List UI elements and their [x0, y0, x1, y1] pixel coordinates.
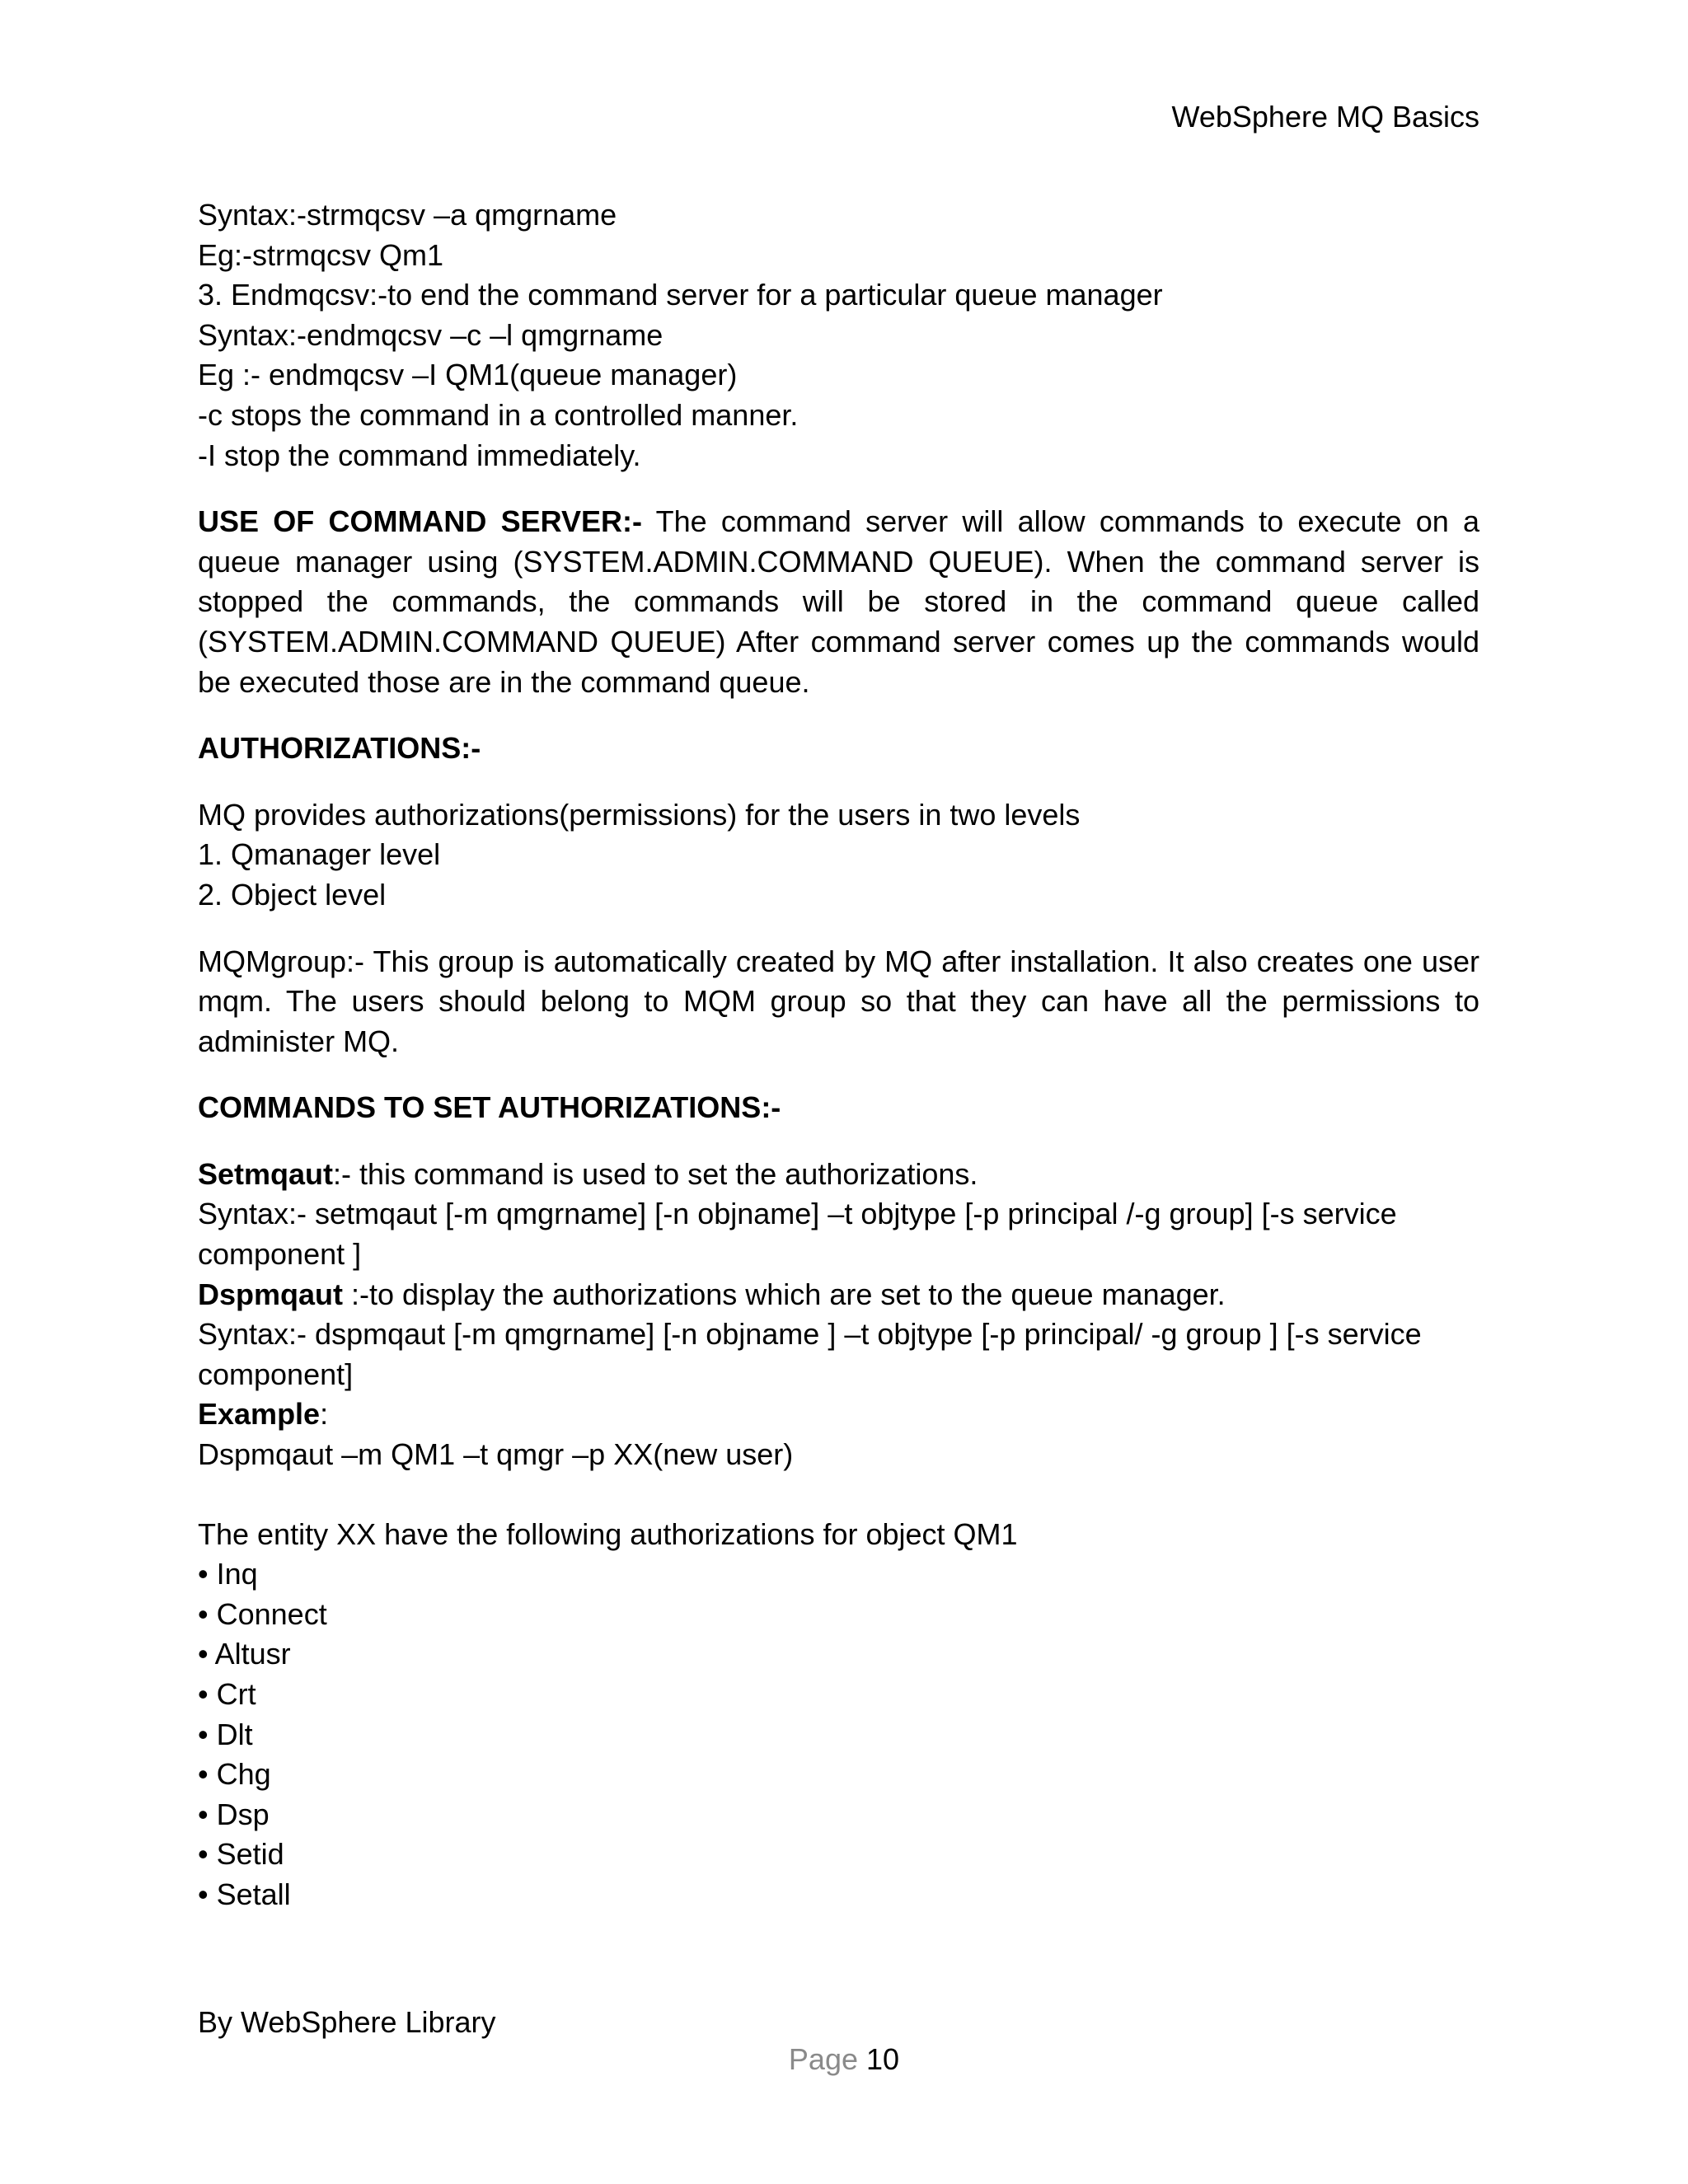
entity-intro: The entity XX have the following authorizations for object QM1 — [198, 1516, 1018, 1551]
list-item: • Dlt — [198, 1717, 253, 1751]
list-item: • Crt — [198, 1677, 256, 1711]
list-item: • Dsp — [198, 1797, 270, 1831]
text-line: Eg:-strmqcsv Qm1 — [198, 237, 444, 272]
authorizations-heading: AUTHORIZATIONS:- — [198, 731, 481, 766]
text-line: 3. Endmqcsv:-to end the command server for a particular queue manager — [198, 278, 1163, 312]
list-item: • Connect — [198, 1596, 327, 1631]
list-item: • Chg — [198, 1757, 271, 1792]
commands-block — [198, 1155, 1479, 1475]
setmqaut-syntax: Syntax:- setmqaut [-m qmgrname] [-n objname] –t objtype [-p principal /-g group] [-s service component ] — [198, 1197, 1397, 1272]
text-line: Eg :- endmqcsv –I QM1(queue manager) — [198, 358, 738, 392]
page-number-value: 10 — [866, 2042, 900, 2076]
list-item: • Inq — [198, 1557, 258, 1591]
page-content — [198, 195, 1479, 1915]
text-line: -I stop the command immediately. — [198, 438, 641, 472]
list-item: 2. Object level — [198, 877, 387, 912]
text-line: Syntax:-strmqcsv –a qmgrname — [198, 198, 617, 232]
dspmqaut-line: Dspmqaut :-to display the authorizations which are set to the queue manager. — [198, 1277, 1226, 1311]
command-server-text: The command server will allow commands to execute on a queue manager using (SYSTEM.ADMIN.COMMAND QUEUE). When the command server is stopped the commands, the commands will be stored in the command queue called (SYSTEM.ADMIN.COMMAND QUEUE) After command server comes up the commands would be executed those are in the command queue. — [198, 504, 1479, 699]
text-line: Syntax:-endmqcsv –c –l qmgrname — [198, 317, 663, 352]
command-server-syntax-block — [198, 195, 1479, 476]
entity-authorizations-block — [198, 1515, 1479, 1915]
page-number — [0, 2040, 1688, 2079]
text-line: -c stops the command in a controlled manner. — [198, 397, 799, 432]
list-item: • Setall — [198, 1877, 291, 1911]
list-item: 1. Qmanager level — [198, 837, 441, 872]
command-server-heading: USE OF COMMAND SERVER:- — [198, 504, 643, 539]
list-item: • Altusr — [198, 1637, 291, 1671]
mqm-group-paragraph: MQMgroup:- This group is automatically created by MQ after installation. It also creates one user mqm. The users should belong to MQM group so that they can have all the permissions to administer MQ. — [198, 944, 1479, 1058]
page-word: Page — [788, 2042, 858, 2076]
list-item: • Setid — [198, 1837, 284, 1872]
dspmqaut-syntax: Syntax:- dspmqaut [-m qmgrname] [-n objname ] –t objtype [-p principal/ -g group ] [-s service component] — [198, 1317, 1422, 1391]
example-command: Dspmqaut –m QM1 –t qmgr –p XX(new user) — [198, 1437, 794, 1472]
example-label: Example: — [198, 1397, 329, 1432]
authorizations-intro: MQ provides authorizations(permissions) for the users in two levels — [198, 797, 1081, 832]
authorization-levels-block — [198, 795, 1479, 916]
command-server-paragraph — [198, 502, 1479, 702]
setmqaut-line: Setmqaut:- this command is used to set the authorizations. — [198, 1156, 978, 1191]
footer-byline: By WebSphere Library — [198, 2005, 496, 2039]
dspmqaut-term: Dspmqaut — [198, 1277, 344, 1311]
setmqaut-term: Setmqaut — [198, 1156, 334, 1191]
page-header-title: WebSphere MQ Basics — [1171, 100, 1479, 134]
commands-heading: COMMANDS TO SET AUTHORIZATIONS:- — [198, 1090, 781, 1125]
